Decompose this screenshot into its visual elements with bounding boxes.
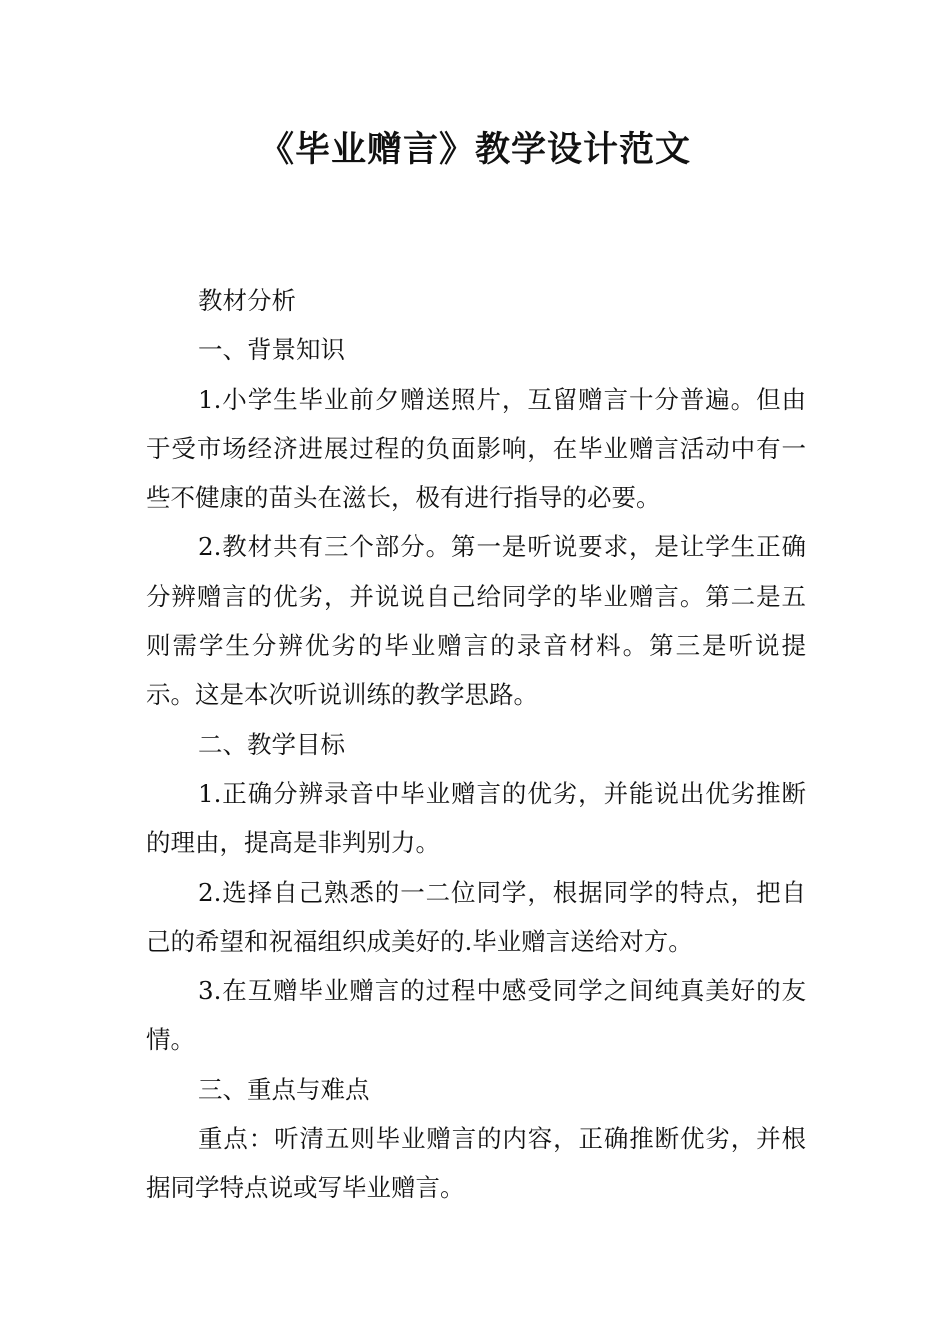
document-body [146, 276, 806, 1213]
document-title: 《毕业赠言》教学设计范文 [258, 130, 691, 170]
section-heading-background: 一、背景知识 [198, 335, 345, 365]
paragraph-background-2: 2.教材共有三个部分。第一是听说要求，是让学生正确分辨赠言的优劣，并说说自己给同学的毕业赠言。第二是五则需学生分辨优劣的毕业赠言的录音材料。第三是听说提示。这是本次听说训练的教学思路。 [146, 532, 806, 710]
section-heading-material-analysis: 教材分析 [198, 286, 296, 315]
paragraph-goal-2: 2.选择自己熟悉的一二位同学，根据同学的特点，把自己的希望和祝福组织成美好的.毕业赠言送给对方。 [146, 877, 806, 956]
paragraph-goal-3: 3.在互赠毕业赠言的过程中感受同学之间纯真美好的友情。 [146, 976, 806, 1055]
section-heading-teaching-goals: 二、教学目标 [198, 729, 345, 759]
paragraph-background-1: 1.小学生毕业前夕赠送照片，互留赠言十分普遍。但由于受市场经济进展过程的负面影响，在毕业赠言活动中有一些不健康的苗头在滋长，极有进行指导的必要。 [146, 384, 806, 513]
paragraph-key-point: 重点：听清五则毕业赠言的内容，正确推断优劣，并根据同学特点说或写毕业赠言。 [146, 1124, 806, 1203]
paragraph-goal-1: 1.正确分辨录音中毕业赠言的优劣，并能说出优劣推断的理由，提高是非判别力。 [146, 778, 806, 858]
section-heading-key-points: 三、重点与难点 [198, 1074, 370, 1104]
